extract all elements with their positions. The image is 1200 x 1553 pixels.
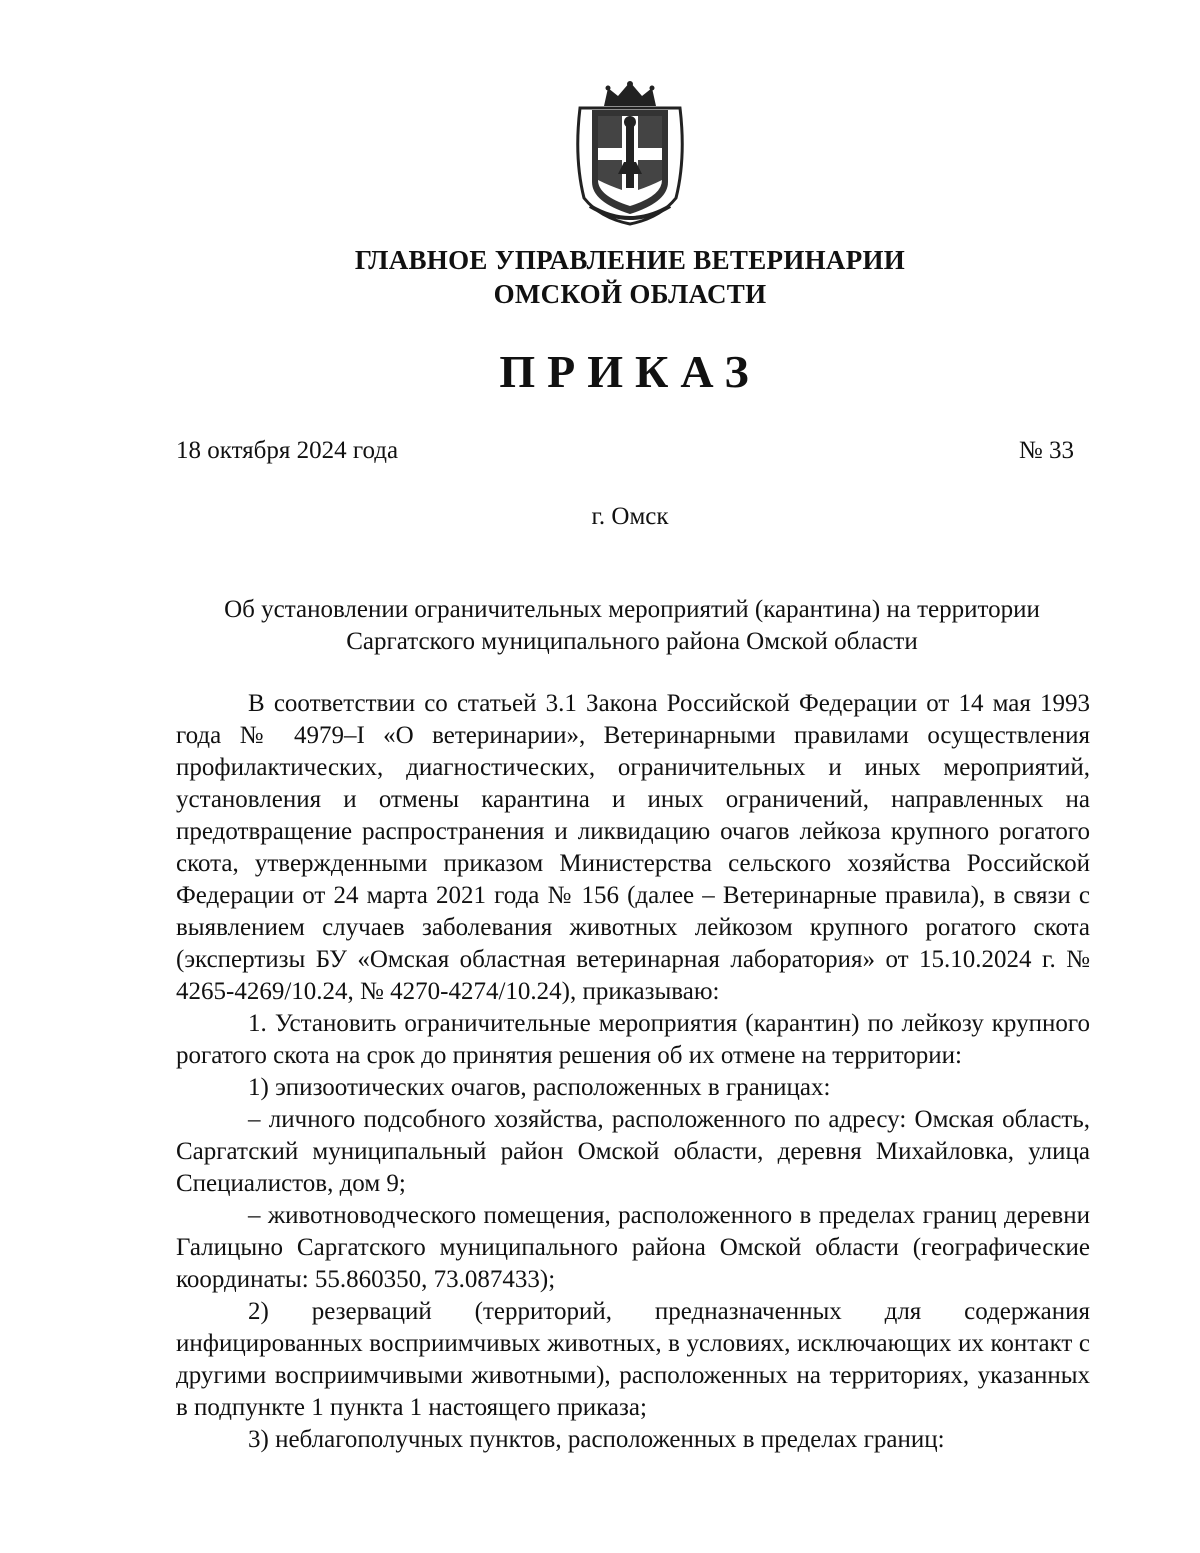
subject-line2: Саргатского муниципального района Омской области (346, 628, 918, 655)
document-subject (176, 594, 1088, 658)
document-type-title: ПРИКАЗ (499, 346, 761, 397)
body-paragraph: В соответствии со статьей 3.1 Закона Российской Федерации от 14 мая 1993 года № 4979–I «О ветеринарии», Ветеринарными правилами осуществления профилактических, диагностических, ограничительных и иных мероприятий, установления и отмены карантина и иных ограничений, направленных на предотвращение распространения и ликвидацию очагов лейкоза крупного рогатого скота, утвержденными приказом Министерства сельского хозяйства Российской Федерации от 24 марта 2021 года № 156 (далее – Ветеринарные правила), в связи с выявлением случаев заболевания животных лейкозом крупного рогатого скота (экспертизы БУ «Омская областная ветеринарная лаборатория» от 15.10.2024 г. № 4265-4269/10.24, № 4270-4274/10.24), приказываю: (176, 690, 1090, 1005)
subject-line1: Об установлении ограничительных мероприятий (карантина) на территории (224, 596, 1040, 623)
body-paragraph: 2) резерваций (территорий, предназначенных для содержания инфицированных восприимчивых животных, в условиях, исключающих их контакт с другими восприимчивыми животными), расположенных на территориях, указанных в подпункте 1 пункта 1 настоящего приказа; (176, 1298, 1090, 1421)
document-date: 18 октября 2024 года (176, 437, 399, 464)
organization-name-line1: ГЛАВНОЕ УПРАВЛЕНИЕ ВЕТЕРИНАРИИ (354, 245, 906, 275)
body-paragraph: 1) эпизоотических очагов, расположенных в границах: (248, 1074, 831, 1101)
organization-name-line2: ОМСКОЙ ОБЛАСТИ (493, 279, 767, 309)
body-paragraph: – личного подсобного хозяйства, расположенного по адресу: Омская область, Саргатский муниципальный район Омской области, деревня Михайловка, улица Специалистов, дом 9; (176, 1106, 1090, 1197)
omsk-coat-of-arms-icon (570, 78, 690, 226)
document-city: г. Омск (591, 503, 669, 530)
document-number: № 33 (1018, 437, 1074, 464)
body-paragraph: 1. Установить ограничительные мероприятия (карантин) по лейкозу крупного рогатого скота на срок до принятия решения об их отмене на территории: (176, 1010, 1090, 1069)
body-paragraph: – животноводческого помещения, расположенного в пределах границ деревни Галицыно Саргатского муниципального района Омской области (географические координаты: 55.860350, 73.087433); (176, 1202, 1090, 1293)
body-paragraph: 3) неблагополучных пунктов, расположенных в пределах границ: (248, 1426, 945, 1453)
document-body (176, 688, 1090, 1456)
